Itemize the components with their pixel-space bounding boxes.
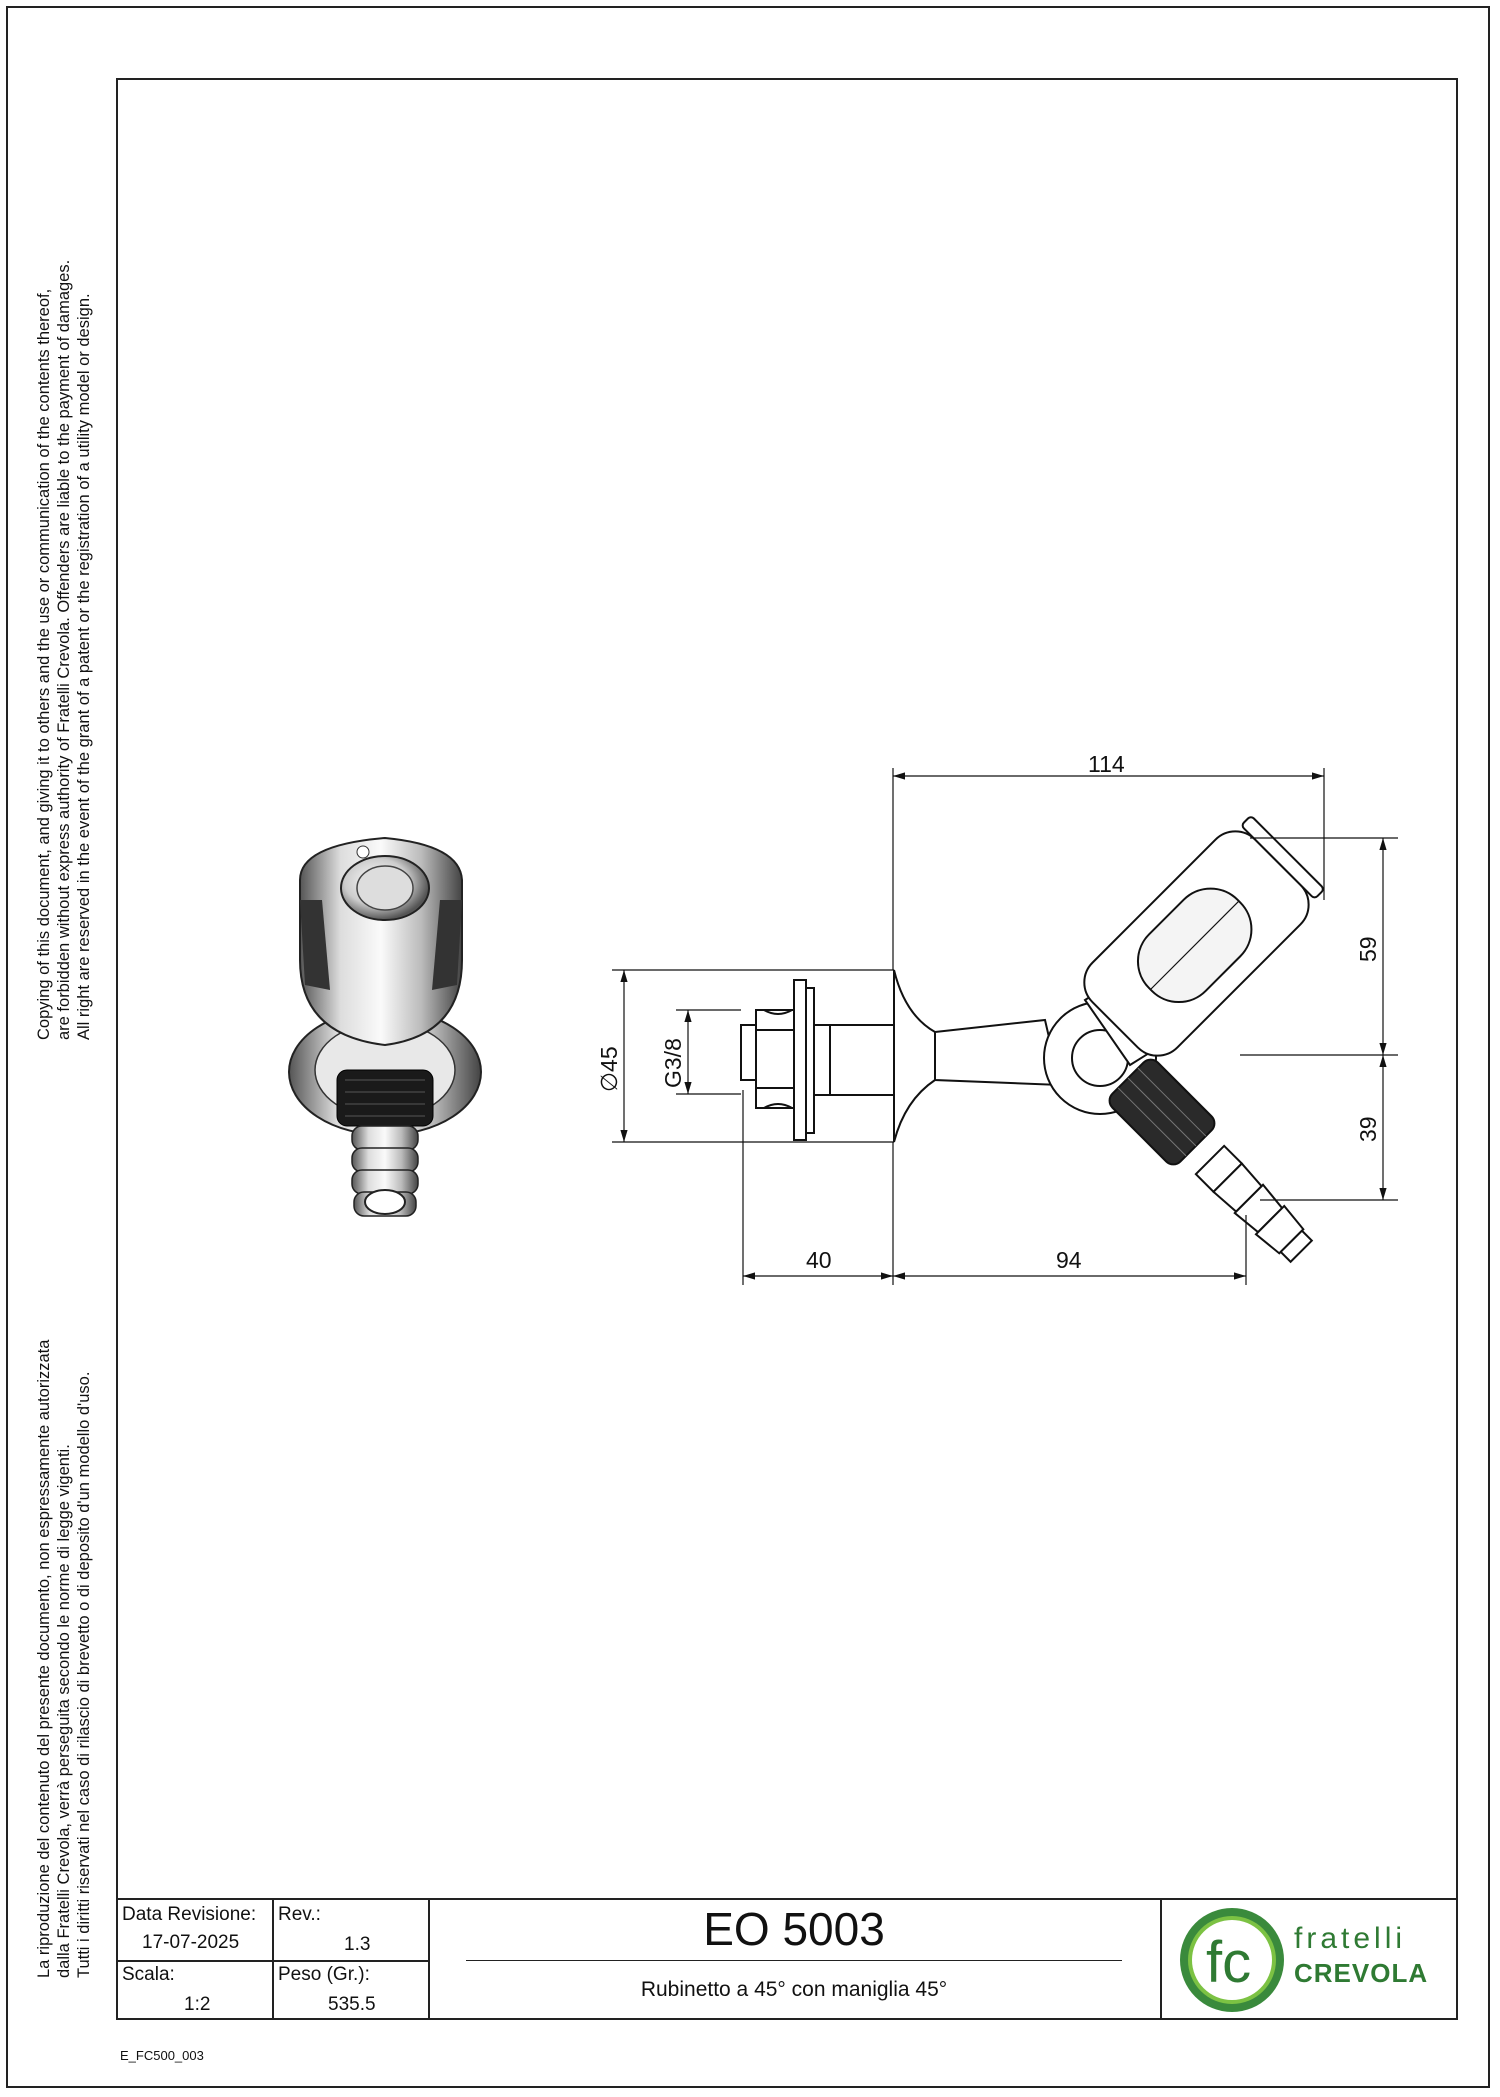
peso-label: Peso (Gr.):: [278, 1964, 370, 1985]
logo-text-fratelli: fratelli: [1294, 1922, 1407, 1955]
logo-monogram: fc: [1206, 1930, 1252, 1995]
side-view: [741, 810, 1330, 1265]
rev-label: Rev.:: [278, 1904, 321, 1925]
data-revisione-label: Data Revisione:: [122, 1904, 257, 1925]
scala-label: Scala:: [122, 1964, 175, 1985]
copyright-en-line-1: Copying of this document, and giving it to others and the use or communication of the contents thereof,: [35, 288, 53, 1040]
dim-94-label: 94: [1056, 1247, 1082, 1273]
title-block: [116, 1898, 1458, 2020]
logo-text-crevola: CREVOLA: [1294, 1958, 1429, 1988]
copyright-it-line-1: La riproduzione del contenuto del presente documento, non espressamente autorizzata: [35, 1339, 53, 1978]
dim-40-label: 40: [806, 1247, 832, 1273]
scala-value: 1:2: [184, 1994, 211, 2015]
copyright-en-line-2: are forbidden without express authority of Fratelli Crevola. Offenders are liable to the payment of damages.: [55, 259, 73, 1040]
company-logo: [1176, 1906, 1288, 2014]
dim-59-label: 59: [1355, 936, 1381, 962]
copyright-it-line-3: Tutti i diritti riservati nel caso di rilascio di brevetto o di deposito d'un modello d'uso.: [75, 1371, 93, 1978]
dim-39-label: 39: [1355, 1116, 1381, 1142]
front-view: [289, 838, 481, 1216]
dim-thread-label: G3/8: [660, 1038, 686, 1088]
document-code: E_FC500_003: [120, 2048, 204, 2063]
product-code: EO 5003: [703, 1903, 885, 1955]
dim-diameter-label: ∅45: [596, 1046, 622, 1092]
copyright-it-line-2: dalla Fratelli Crevola, verrà perseguita secondo le norme di legge vigenti.: [55, 1444, 73, 1978]
peso-value: 535.5: [328, 1994, 376, 2015]
dim-114-label: 114: [1088, 751, 1125, 777]
product-description: Rubinetto a 45° con maniglia 45°: [640, 1978, 948, 2001]
data-revisione-value: 17-07-2025: [142, 1932, 240, 1953]
rev-value: 1.3: [344, 1934, 371, 1955]
copyright-en-line-3: All right are reserved in the event of the grant of a patent or the registration of a utility model or design.: [75, 293, 93, 1040]
